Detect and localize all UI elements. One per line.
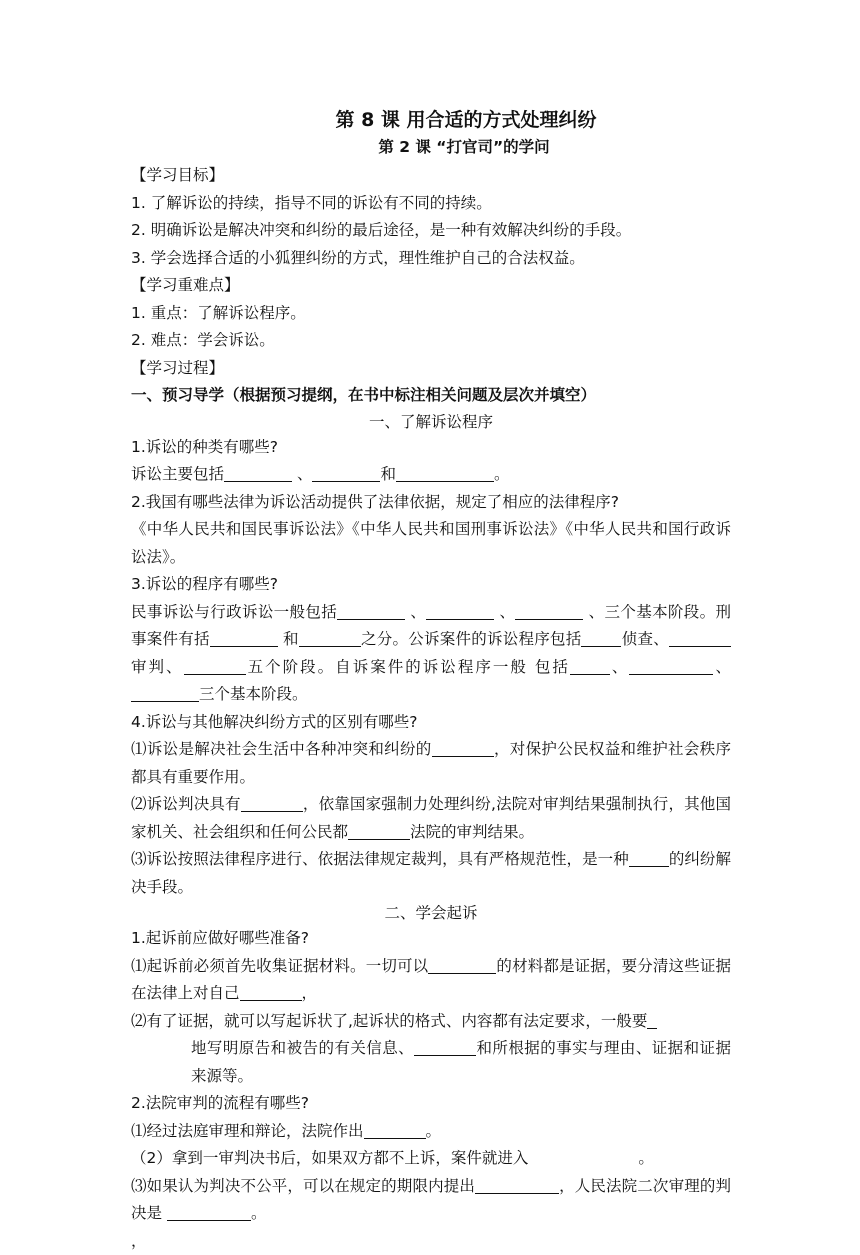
fill-blank[interactable] <box>131 685 199 702</box>
fill-blank[interactable] <box>629 850 669 867</box>
question-6: 2.法院审判的流程有哪些? <box>131 1090 731 1118</box>
fill-blank[interactable] <box>337 603 405 620</box>
lesson-title: 第 8 课 用合适的方式处理纠纷 <box>131 106 731 134</box>
fill-blank[interactable] <box>184 658 246 675</box>
answer-3: 民事诉讼与行政诉讼一般包括 、 、 、三个基本阶段。刑事案件有括 和 之分。公诉案件的诉讼程序包括 侦查、审判、 五个阶段。自诉案件的诉讼程序一般 包括 、 、三个基本阶段。 <box>131 599 731 709</box>
answer-5-2: ⑵有了证据，就可以写起诉状了,起诉状的格式、内容都有法定要求，一般要 <box>131 1008 731 1036</box>
answer-4-3: ⑶诉讼按照法律程序进行、依据法律规定裁判，具有严格规范性，是一种 的纠纷解决手段。 <box>131 846 731 901</box>
fill-blank[interactable] <box>475 1177 559 1194</box>
fill-blank[interactable] <box>364 1122 426 1139</box>
section-title-prosecute: 二、学会起诉 <box>131 901 731 925</box>
question-1: 1.诉讼的种类有哪些? <box>131 434 731 462</box>
fill-blank[interactable] <box>240 984 302 1001</box>
fill-blank[interactable] <box>570 658 610 675</box>
objectives-heading: 【学习目标】 <box>131 162 731 190</box>
fill-blank[interactable] <box>348 823 410 840</box>
fill-blank[interactable] <box>515 603 583 620</box>
question-3: 3.诉讼的程序有哪些? <box>131 571 731 599</box>
answer-1: 诉讼主要包括 、 和 。 <box>131 461 731 489</box>
key-point-item: 2. 难点：学会诉讼。 <box>131 327 731 355</box>
answer-5-1: ⑴起诉前必须首先收集证据材料。一切可以 的材料都是证据，要分清这些证据在法律上对自己 ， <box>131 953 731 1008</box>
answer-6-1: ⑴经过法庭审理和辩论，法院作出 。 <box>131 1118 731 1146</box>
fill-blank[interactable] <box>241 795 303 812</box>
fill-blank[interactable] <box>167 1204 251 1221</box>
key-points-heading: 【学习重难点】 <box>131 272 731 300</box>
key-point-item: 1. 重点：了解诉讼程序。 <box>131 300 731 328</box>
process-heading: 【学习过程】 <box>131 355 731 383</box>
answer-6-2: （2）拿到一审判决书后，如果双方都不上诉，案件就进入 。 <box>131 1145 731 1173</box>
question-5: 1.起诉前应做好哪些准备? <box>131 925 731 953</box>
answer-2: 《中华人民共和国民事诉讼法》《中华人民共和国刑事诉讼法》《中华人民共和国行政诉讼法》。 <box>131 516 731 571</box>
section-title-procedure: 一、了解诉讼程序 <box>131 410 731 434</box>
trailing-mark: ， <box>131 1228 731 1255</box>
part1-heading: 一、预习导学（根据预习提纲，在书中标注相关问题及层次并填空） <box>131 382 731 410</box>
fill-blank[interactable] <box>581 630 621 647</box>
fill-blank[interactable] <box>426 603 494 620</box>
objective-item: 2. 明确诉讼是解决冲突和纠纷的最后途径，是一种有效解决纠纷的手段。 <box>131 217 731 245</box>
answer-4-1: ⑴诉讼是解决社会生活中各种冲突和纠纷的 ，对保护公民权益和维护社会秩序都具有重要作用。 <box>131 736 731 791</box>
lesson-subtitle: 第 2 课 “打官司”的学问 <box>131 134 731 160</box>
fill-blank[interactable] <box>414 1039 476 1056</box>
fill-blank[interactable] <box>224 465 292 482</box>
objective-item: 3. 学会选择合适的小狐狸纠纷的方式，理性维护自己的合法权益。 <box>131 245 731 273</box>
question-2: 2.我国有哪些法律为诉讼活动提供了法律依据，规定了相应的法律程序? <box>131 489 731 517</box>
question-4: 4.诉讼与其他解决纠纷方式的区别有哪些? <box>131 709 731 737</box>
fill-blank[interactable] <box>629 658 713 675</box>
document-body <box>131 106 731 1255</box>
fill-blank[interactable] <box>299 630 361 647</box>
fill-blank[interactable] <box>428 957 496 974</box>
fill-blank[interactable] <box>312 465 380 482</box>
fill-blank[interactable] <box>210 630 278 647</box>
fill-blank[interactable] <box>432 740 494 757</box>
fill-blank[interactable] <box>669 630 731 647</box>
answer-5-2-cont: 地写明原告和被告的有关信息、 和所根据的事实与理由、证据和证据来源等。 <box>131 1035 731 1090</box>
objective-item: 1. 了解诉讼的持续，指导不同的诉讼有不同的持续。 <box>131 190 731 218</box>
answer-6-3: ⑶如果认为判决不公平，可以在规定的期限内提出 ，人民法院二次审理的判决是 。 <box>131 1173 731 1228</box>
fill-blank[interactable] <box>396 465 494 482</box>
answer-4-2: ⑵诉讼判决具有 ，依靠国家强制力处理纠纷,法院对审判结果强制执行，其他国家机关、社会组织和任何公民都 法院的审判结果。 <box>131 791 731 846</box>
fill-blank[interactable] <box>647 1012 657 1029</box>
